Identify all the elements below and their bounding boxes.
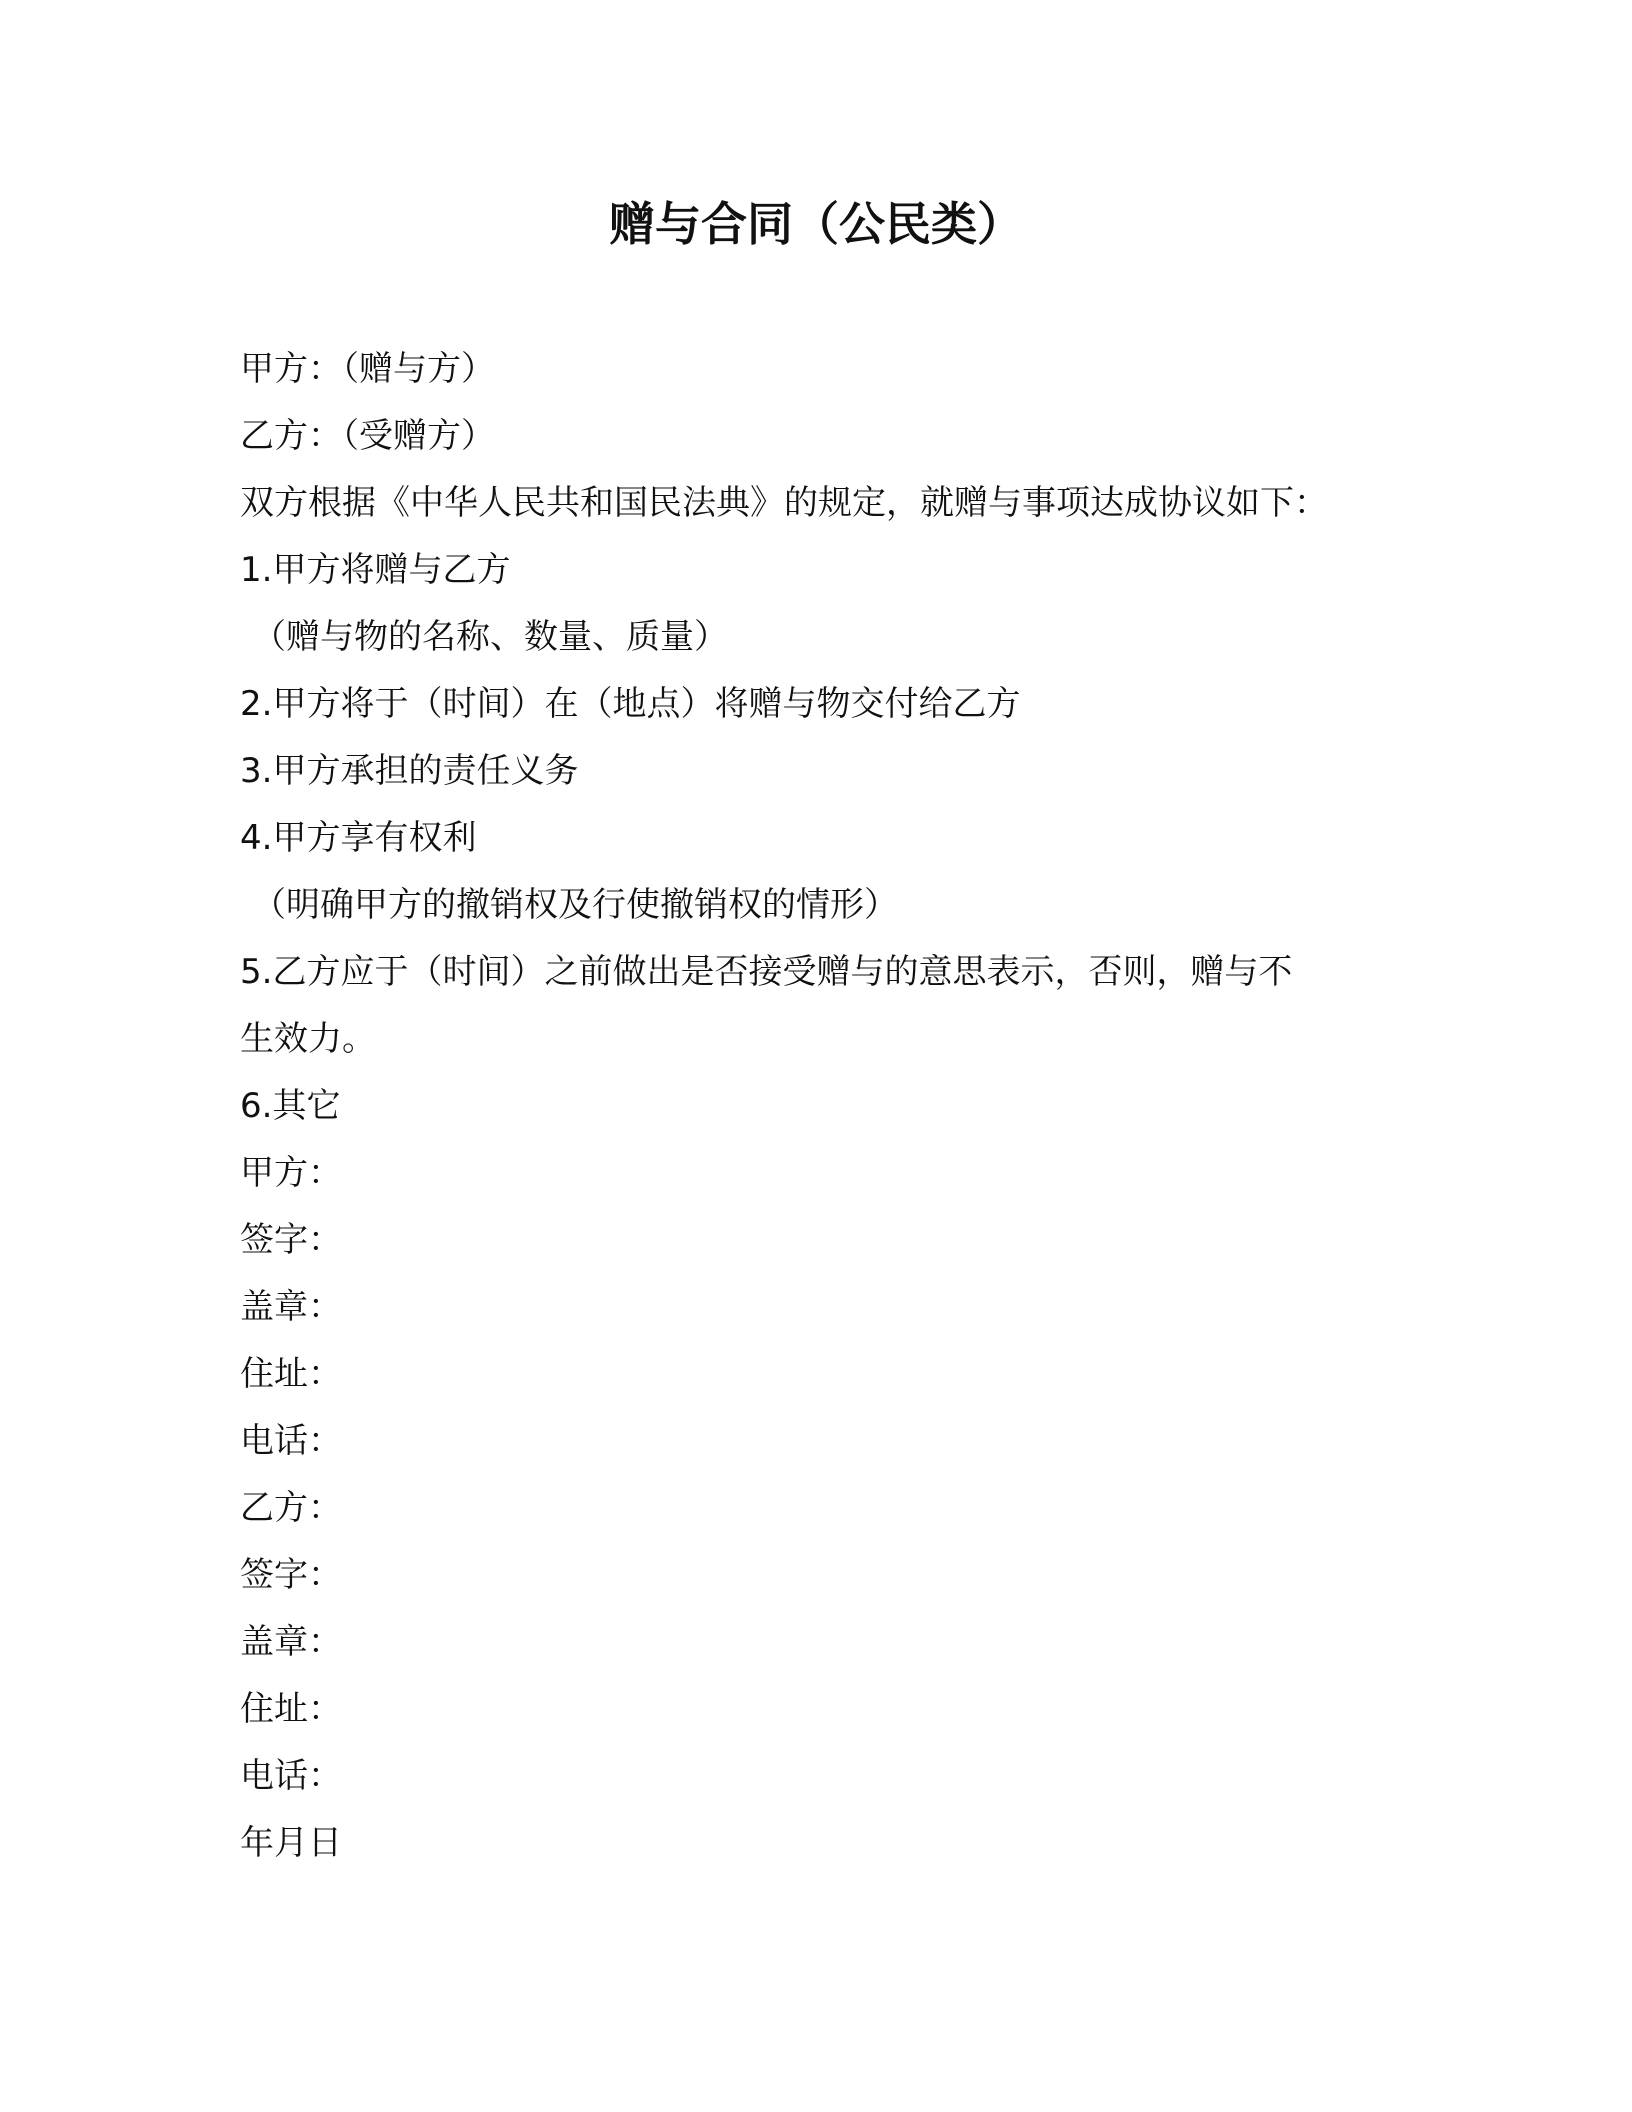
clause-4: 4.甲方享有权利 xyxy=(240,818,477,858)
signature-b-sign: 签字： xyxy=(240,1555,342,1595)
signature-a-phone: 电话： xyxy=(240,1421,342,1461)
clause-3: 3.甲方承担的责任义务 xyxy=(240,751,579,791)
signature-b-seal: 盖章： xyxy=(240,1622,342,1662)
signature-a-seal: 盖章： xyxy=(240,1287,342,1327)
preamble-line: 双方根据《中华人民共和国民法典》的规定，就赠与事项达成协议如下： xyxy=(240,483,1328,523)
clause-2: 2.甲方将于（时间）在（地点）将赠与物交付给乙方 xyxy=(240,684,1021,724)
party-b-line: 乙方：（受赠方） xyxy=(240,416,495,456)
signature-b-phone: 电话： xyxy=(240,1756,342,1796)
clause-6: 6.其它 xyxy=(240,1086,341,1126)
signature-party-a: 甲方： xyxy=(240,1153,342,1193)
signature-b-address: 住址： xyxy=(240,1689,342,1729)
clause-1-note: （赠与物的名称、数量、质量） xyxy=(252,617,728,657)
clause-5-continued: 生效力。 xyxy=(240,1019,376,1059)
signature-party-b: 乙方： xyxy=(240,1488,342,1528)
signature-a-sign: 签字： xyxy=(240,1220,342,1260)
clause-5: 5.乙方应于（时间）之前做出是否接受赠与的意思表示，否则，赠与不 xyxy=(240,952,1293,992)
clause-4-note: （明确甲方的撤销权及行使撤销权的情形） xyxy=(252,885,898,925)
date-line: 年月日 xyxy=(240,1823,342,1863)
party-a-line: 甲方：（赠与方） xyxy=(240,349,495,389)
page-title: 赠与合同（公民类） xyxy=(609,197,1023,251)
clause-1: 1.甲方将赠与乙方 xyxy=(240,550,511,590)
document-body xyxy=(240,336,1400,1877)
signature-a-address: 住址： xyxy=(240,1354,342,1394)
